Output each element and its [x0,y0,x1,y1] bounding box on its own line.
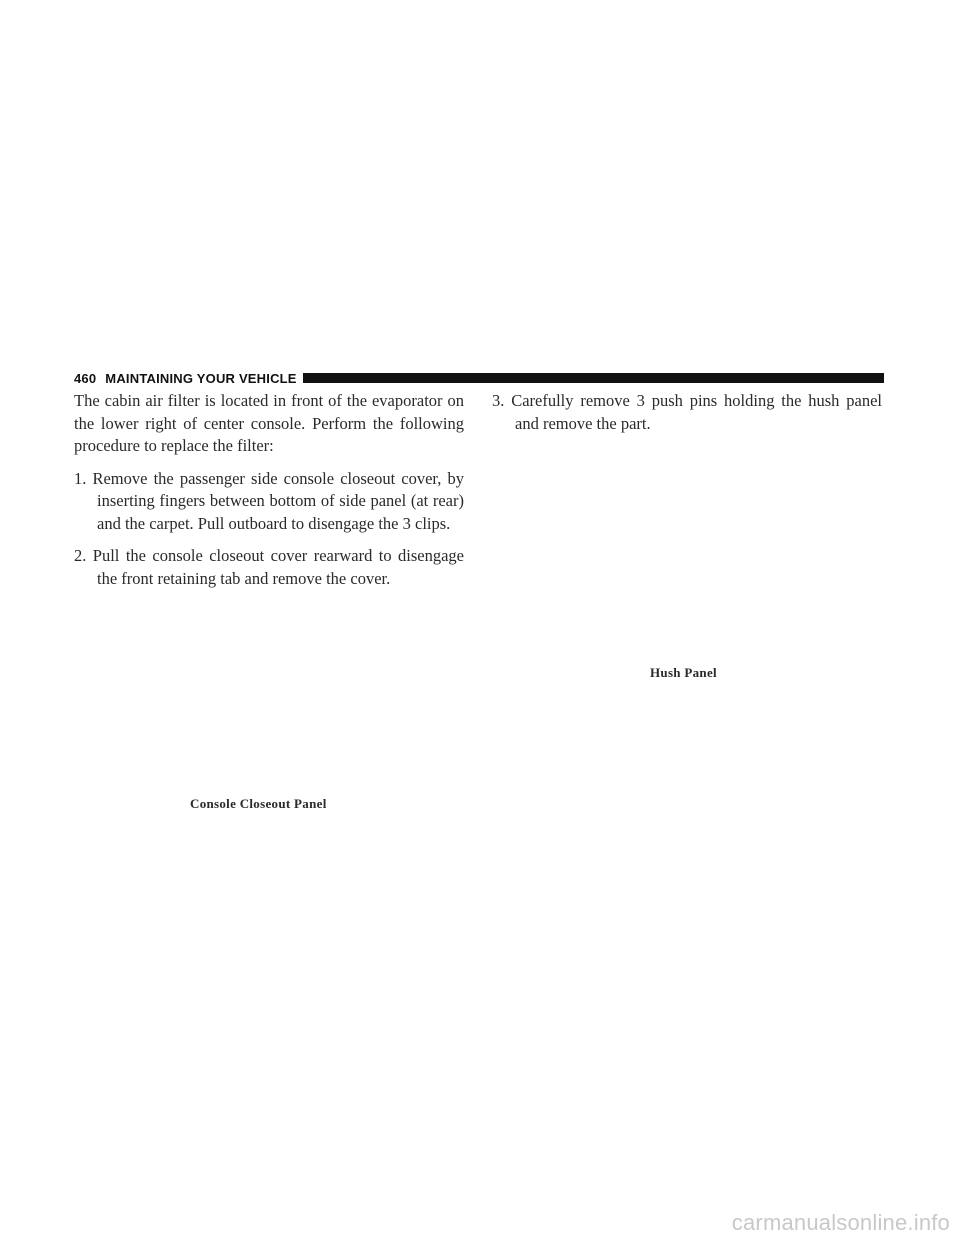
step-1: 1. Remove the passenger side console closeout cover, by inserting fingers between bottom of side panel (at rear) and the carpet. Pull outboard to disengage the 3 clips. [74,468,464,533]
page-header [74,368,884,388]
step-2: 2. Pull the console closeout cover rearward to disengage the front retaining tab and remove the cover. [74,546,464,588]
watermark: carmanualsonline.info [731,1210,950,1235]
section-title: MAINTAINING YOUR VEHICLE [105,370,297,386]
left-column [74,390,464,600]
hush-panel-caption: Hush Panel [650,665,717,680]
page-number: 460 [74,370,97,386]
intro-paragraph: The cabin air filter is located in front of the evaporator on the lower right of center console. Perform the following procedure to replace the filter: [74,391,464,455]
console-closeout-panel-caption: Console Closeout Panel [190,796,327,811]
step-3: 3. Carefully remove 3 push pins holding the hush panel and remove the part. [492,391,882,433]
right-column [492,390,882,445]
header-rule [303,373,884,383]
